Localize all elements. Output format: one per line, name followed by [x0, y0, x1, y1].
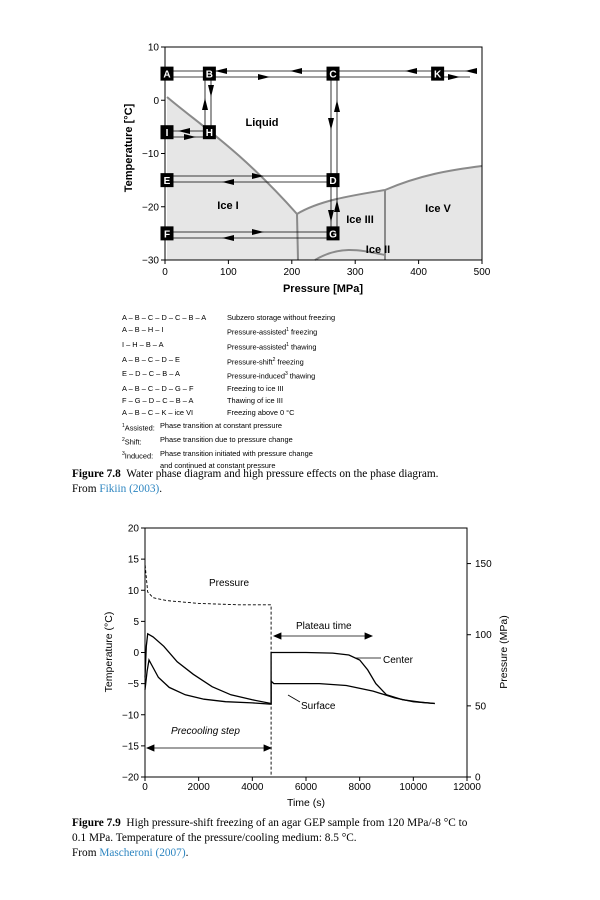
- svg-text:I: I: [165, 128, 169, 140]
- chart-y-tick-label: −20: [122, 772, 139, 784]
- point-box-i: [161, 125, 174, 139]
- chart-y-tick-label: 0: [133, 648, 139, 659]
- point-box-k: [431, 67, 444, 81]
- annotation-surface: Surface: [301, 701, 336, 712]
- chart-y2-tick-label: 50: [475, 701, 487, 713]
- legend-path: E – D – C – B – A: [122, 369, 180, 379]
- region-label-ice-iii: Ice III: [346, 214, 374, 226]
- chart-x-axis-label: Time (s): [286, 797, 326, 809]
- point-box-c: [327, 67, 340, 81]
- series-surface: [145, 660, 435, 704]
- legend-description: Pressure-shift$^2$ freezing: [227, 356, 304, 367]
- footnote-row: [122, 434, 335, 449]
- legend-description: Pressure-induced$^3$ thawing: [227, 371, 316, 381]
- annotation-plateau-time: Plateau time: [296, 621, 352, 632]
- footnote-row: [122, 449, 335, 461]
- chart-y-tick-label: −5: [127, 679, 139, 691]
- svg-text:H: H: [205, 128, 213, 140]
- series-center: [145, 634, 435, 704]
- source-suffix: .: [159, 483, 163, 495]
- legend-row: [122, 383, 335, 395]
- phase-diagram-legend: [122, 312, 335, 471]
- svg-text:F: F: [163, 229, 171, 241]
- ice-i-ice-iii-boundary: [297, 214, 298, 260]
- legend-path: A – B – C – D – C – B – A: [122, 313, 207, 322]
- legend-path: A – B – H – I: [122, 325, 164, 335]
- svg-text:G: G: [329, 229, 337, 241]
- chart-x-tick-label: 4000: [241, 782, 264, 793]
- chart-x-tick-label: 2000: [187, 782, 210, 793]
- chart-y-tick-label: −15: [122, 741, 139, 753]
- footnote-term: $^3$Induced:: [122, 450, 154, 461]
- source-prefix: From: [72, 483, 100, 495]
- phase-y-tick-label: 0: [153, 95, 159, 107]
- legend-description: Pressure-assisted$^1$ freezing: [227, 327, 318, 337]
- legend-row: [122, 395, 335, 407]
- region-label-ice-v: Ice V: [425, 203, 451, 215]
- footnote-text: Phase transition initiated with pressure change: [160, 448, 313, 458]
- annotation-precooling-step: Precooling step: [171, 726, 240, 737]
- legend-row: [122, 354, 335, 369]
- series-pressure: [145, 564, 271, 777]
- svg-text:K: K: [434, 69, 442, 81]
- chart-y-tick-label: −10: [122, 710, 139, 722]
- figure-7-8-label: Figure 7.8: [72, 468, 121, 480]
- figure-7-9-caption-line-1: High pressure-shift freezing of an agar GEP sample from 120 MPa/-8 °C to: [126, 817, 468, 829]
- chart-y2-tick-label: 100: [475, 630, 492, 642]
- figure-7-8-caption-text: Water phase diagram and high pressure effects on the phase diagram.: [126, 468, 439, 480]
- point-box-e: [161, 173, 174, 187]
- legend-description: Pressure-assisted$^1$ thawing: [227, 341, 317, 352]
- fikiin-citation-link[interactable]: Fikiin (2003): [99, 483, 160, 495]
- chart-x-tick-label: 8000: [348, 782, 371, 793]
- phase-y-tick-label: 10: [147, 42, 159, 54]
- phase-x-axis-label: Pressure [MPa]: [282, 283, 364, 295]
- source-prefix: From: [72, 847, 100, 859]
- svg-text:C: C: [329, 69, 337, 81]
- legend-row: [122, 324, 335, 339]
- chart-y-tick-label: 5: [133, 616, 139, 628]
- legend-path: A – B – C – K – ice VI: [122, 408, 194, 418]
- figure-7-9-caption-line-2: 0.1 MPa. Temperature of the pressure/cooling medium: 8.5 °C.: [72, 832, 357, 844]
- legend-description: Freezing to ice III: [227, 383, 284, 393]
- legend-row: [122, 368, 335, 383]
- annotation-center: Center: [383, 655, 414, 666]
- point-box-b: [203, 67, 216, 81]
- footnote-text: Phase transition at constant pressure: [160, 420, 283, 430]
- chart-y-tick-label: 10: [127, 585, 139, 597]
- footnote-term: $^1$Assisted:: [122, 422, 155, 432]
- legend-row: [122, 339, 335, 354]
- source-suffix: .: [185, 847, 189, 859]
- phase-x-tick-label: 100: [220, 267, 237, 278]
- phase-x-tick-label: 300: [346, 267, 364, 278]
- phase-x-tick-label: 400: [410, 267, 427, 278]
- point-box-d: [327, 173, 340, 187]
- footnote-term: $^2$Shift:: [122, 437, 142, 447]
- legend-description: Freezing above 0 °C: [227, 408, 295, 418]
- phase-y-tick-label: −30: [142, 255, 159, 267]
- point-box-a: [161, 67, 174, 81]
- legend-path: A – B – C – D – G – F: [122, 383, 194, 393]
- region-label-liquid: Liquid: [245, 117, 279, 129]
- chart-y2-axis-label: Pressure (MPa): [498, 615, 510, 689]
- chart-y2-tick-label: 150: [475, 559, 492, 571]
- legend-description: Thawing of ice III: [227, 396, 283, 406]
- figure-7-9-label: Figure 7.9: [72, 817, 121, 829]
- chart-x-tick-label: 10000: [399, 782, 428, 793]
- region-label-ice-i: Ice I: [217, 200, 239, 212]
- legend-row: [122, 312, 335, 324]
- phase-x-tick-label: 200: [283, 267, 301, 278]
- point-box-g: [327, 226, 340, 240]
- figure-7-9-caption: [72, 816, 467, 861]
- precooling-step-arrow: [147, 745, 271, 751]
- mascheroni-citation-link[interactable]: Mascheroni (2007): [99, 847, 186, 859]
- footnote-text-continued: and continued at constant pressure: [160, 461, 276, 471]
- chart-y-tick-label: 20: [127, 523, 139, 535]
- phase-x-tick-label: 0: [162, 267, 168, 278]
- footnote-text: Phase transition due to pressure change: [160, 435, 293, 445]
- legend-path: A – B – C – D – E: [122, 354, 180, 364]
- svg-text:B: B: [205, 69, 213, 81]
- legend-path: I – H – B – A: [122, 339, 164, 349]
- chart-y-axis-label: Temperature (°C): [103, 611, 115, 693]
- footnote-row: [122, 420, 335, 435]
- annotation-pressure: Pressure: [209, 578, 250, 589]
- chart-x-tick-label: 12000: [453, 782, 481, 793]
- svg-text:A: A: [163, 69, 171, 81]
- legend-path: F – G – D – C – B – A: [122, 396, 194, 406]
- svg-text:E: E: [163, 176, 171, 188]
- phase-y-tick-label: −10: [142, 149, 159, 160]
- chart-x-tick-label: 6000: [294, 782, 318, 793]
- point-box-h: [203, 125, 216, 139]
- region-label-ice-ii: Ice II: [365, 244, 391, 256]
- legend-row: [122, 407, 335, 419]
- plateau-time-arrow: [274, 633, 372, 639]
- phase-x-tick-label: 500: [473, 267, 491, 278]
- chart-y2-tick-label: 0: [475, 772, 481, 784]
- phase-y-axis-label: Temperature [°C]: [123, 103, 135, 193]
- phase-diagram-figure: [0, 0, 600, 310]
- pressure-shift-freezing-chart: [0, 490, 600, 820]
- legend-description: Subzero storage without freezing: [227, 313, 336, 322]
- svg-text:D: D: [329, 176, 337, 188]
- phase-y-tick-label: −20: [142, 202, 159, 214]
- chart-y-tick-label: 15: [127, 554, 139, 566]
- point-box-f: [161, 226, 174, 240]
- chart-x-tick-label: 0: [142, 782, 148, 793]
